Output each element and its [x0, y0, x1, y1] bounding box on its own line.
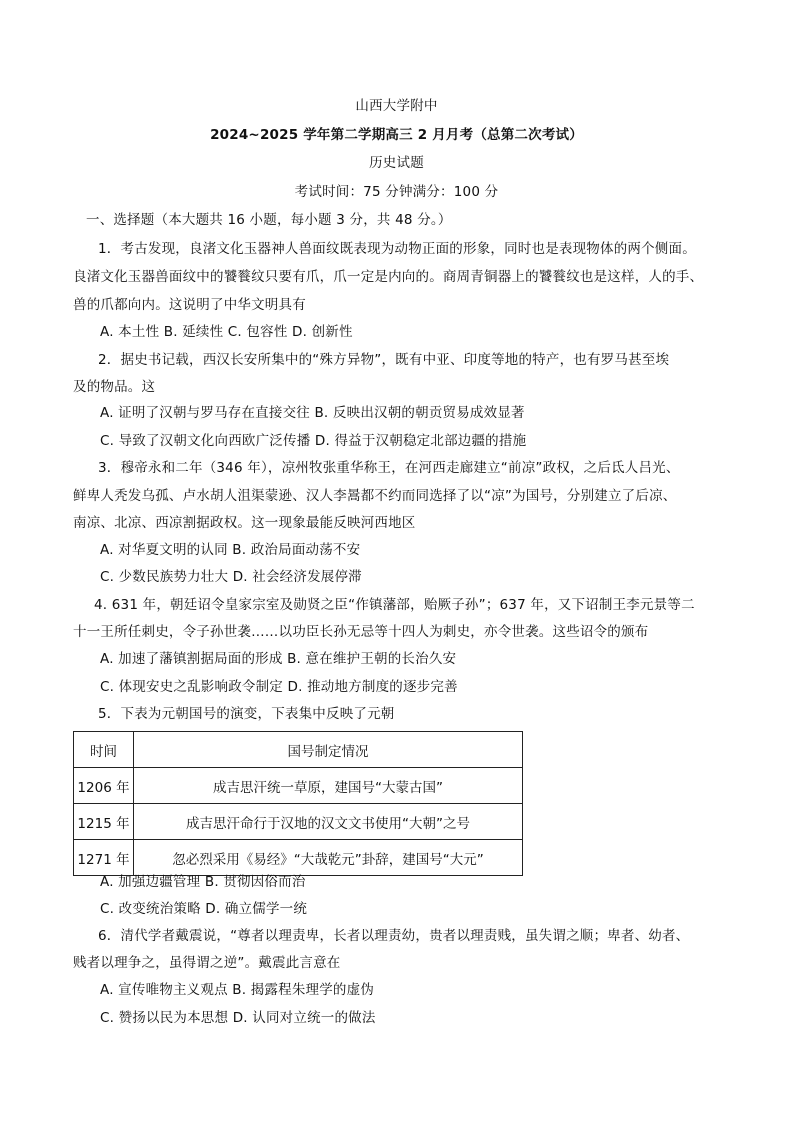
subject-title: 历史试题	[369, 155, 424, 171]
q4-line-1: 4. 631 年，朝廷诏令皇家宗室及勋贤之臣“作镇藩部，贻厥子孙”；637 年，又下诏制王李元景等二	[94, 597, 695, 613]
q2-line-1: 2．据史书记载，西汉长安所集中的“殊方异物”，既有中亚、印度等地的特产，也有罗马甚至埃	[98, 352, 670, 368]
q3-line-1: 3．穆帝永和二年（346 年），凉州牧张重华称王，在河西走廊建立“前凉”政权，之后氐人吕光、	[98, 460, 680, 476]
table-header-row	[74, 732, 523, 768]
table-row	[74, 840, 523, 876]
table-cell-detail: 忽必烈采用《易经》“大哉乾元”卦辞，建国号“大元”	[134, 840, 523, 876]
table-cell-year: 1215 年	[74, 804, 134, 840]
table-row	[74, 804, 523, 840]
q6-options-cd: C. 赞扬以民为本思想 D. 认同对立统一的做法	[100, 1010, 376, 1026]
q3-line-3: 南凉、北凉、西凉割据政权。这一现象最能反映河西地区	[73, 515, 416, 531]
table-header-time: 时间	[74, 732, 134, 768]
q4-options-cd: C. 体现安史之乱影响政令制定 D. 推动地方制度的逐步完善	[100, 679, 458, 695]
q5-options-ab: A. 加强边疆管理 B. 贯彻因俗而治	[100, 874, 306, 890]
table-cell-detail: 成吉思汗统一草原，建国号“大蒙古国”	[134, 768, 523, 804]
q2-options-ab: A. 证明了汉朝与罗马存在直接交往 B. 反映出汉朝的朝贡贸易成效显著	[100, 405, 525, 421]
q6-line-1: 6．清代学者戴震说，“尊者以理责卑，长者以理责幼，贵者以理责贱，虽失谓之顺；卑者、幼者、	[98, 928, 690, 944]
table-header-detail: 国号制定情况	[134, 732, 523, 768]
table-cell-year: 1271 年	[74, 840, 134, 876]
q2-line-2: 及的物品。这	[73, 379, 156, 395]
q3-options-ab: A. 对华夏文明的认同 B. 政治局面动荡不安	[100, 542, 361, 558]
table-cell-year: 1206 年	[74, 768, 134, 804]
yuan-dynasty-name-table	[73, 731, 523, 876]
q3-line-2: 鲜卑人秃发乌孤、卢水胡人沮渠蒙逊、汉人李暠都不约而同选择了以“凉”为国号，分别建立了后凉、	[73, 488, 677, 504]
q1-line-1: 1．考古发现，良渚文化玉器神人兽面纹既表现为动物正面的形象，同时也是表现物体的两个侧面。	[98, 241, 696, 257]
q1-line-2: 良渚文化玉器兽面纹中的饕餮纹只要有爪，爪一定是内向的。商周青铜器上的饕餮纹也是这样，人的手、	[73, 269, 704, 285]
school-name: 山西大学附中	[355, 98, 438, 114]
section-title: 一、选择题（本大题共 16 小题，每小题 3 分，共 48 分。）	[86, 212, 452, 228]
exam-title: 2024~2025 学年第二学期高三 2 月月考（总第二次考试）	[210, 127, 583, 143]
q6-options-ab: A. 宣传唯物主义观点 B. 揭露程朱理学的虚伪	[100, 982, 375, 998]
q3-options-cd: C. 少数民族势力壮大 D. 社会经济发展停滞	[100, 569, 362, 585]
q1-line-3: 兽的爪都向内。这说明了中华文明具有	[73, 297, 306, 313]
q2-options-cd: C. 导致了汉朝文化向西欧广泛传播 D. 得益于汉朝稳定北部边疆的措施	[100, 433, 527, 449]
exam-time-info: 考试时间：75 分钟满分：100 分	[294, 184, 499, 200]
q5-line-1: 5．下表为元朝国号的演变，下表集中反映了元朝	[98, 706, 395, 722]
table-cell-detail: 成吉思汗命行于汉地的汉文文书使用“大朝”之号	[134, 804, 523, 840]
q1-options: A. 本土性 B. 延续性 C. 包容性 D. 创新性	[100, 324, 353, 340]
q4-line-2: 十一王所任刺史，令子孙世袭……以功臣长孙无忌等十四人为刺史，亦令世袭。这些诏令的颁布	[73, 624, 649, 640]
q4-options-ab: A. 加速了藩镇割据局面的形成 B. 意在维护王朝的长治久安	[100, 651, 457, 667]
q6-line-2: 贱者以理争之，虽得谓之逆”。戴震此言意在	[73, 955, 341, 971]
q5-options-cd: C. 改变统治策略 D. 确立儒学一统	[100, 901, 308, 917]
table-row	[74, 768, 523, 804]
